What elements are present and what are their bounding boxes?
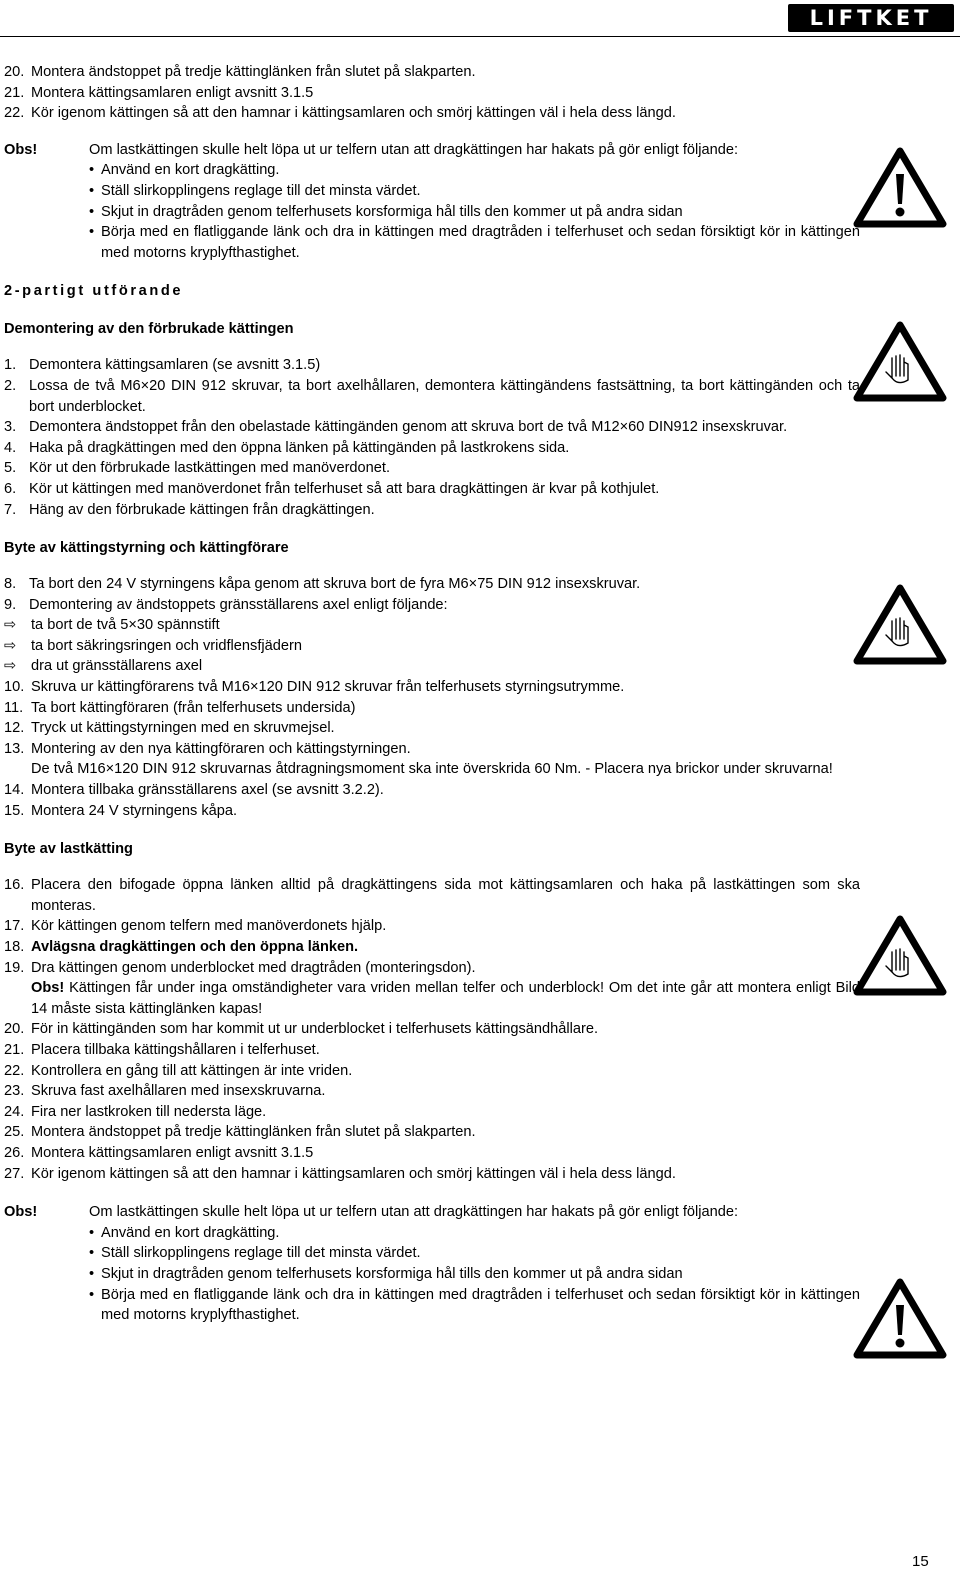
list-item: 10. Skruva ur kättingförarens två M16×120 DIN 912 skruvar från telferhusets styrningsutrymme. <box>4 679 625 696</box>
section-title: 2-partigt utförande <box>4 283 184 300</box>
obs-label: Obs! <box>4 141 38 158</box>
list-item: 11. Ta bort kättingföraren (från telferhusets undersida) <box>4 699 356 716</box>
list-item: 12. Tryck ut kättingstyrningen med en skruvmejsel. <box>4 720 335 737</box>
bullet-item: • Skjut in dragtråden genom telferhusets korsformiga hål tills den kommer ut på andra sidan <box>89 1265 683 1282</box>
subsection-title: Byte av lastkätting <box>4 841 133 858</box>
intro-list <box>4 62 860 124</box>
bullet-item: • Använd en kort dragkätting. <box>89 1224 280 1241</box>
bullet-item: • Börja med en flatliggande länk och dra in kättingen med dragtråden i telferhuset och sedan försiktigt kör in kättingen med motorns kryplyfthastighet. <box>89 1286 860 1324</box>
header-divider <box>0 36 960 37</box>
list-item: 4. Haka på dragkättingen med den öppna länken på kättingänden på lastkrokens sida. <box>4 439 570 456</box>
list-item: 18. Avlägsna dragkättingen och den öppna länken. <box>4 939 359 955</box>
bullet-item: • Ställ slirkopplingens reglage till det minsta värdet. <box>89 1245 421 1262</box>
list-item: 13. Montering av den nya kättingföraren och kättingstyrningen. <box>4 740 411 757</box>
bullet-item: • Skjut in dragtråden genom telferhusets korsformiga hål tills den kommer ut på andra sidan <box>89 203 683 220</box>
bullet-item: • Ställ slirkopplingens reglage till det minsta värdet. <box>89 182 421 199</box>
caution-hand-icon <box>852 914 948 996</box>
guide-steps <box>4 574 860 821</box>
arrow-item: ⇨ dra ut gränsställarens axel <box>4 656 860 677</box>
obs-body: Om lastkättingen skulle helt löpa ut ur telfern utan att dragkättingen har hakats på gör enligt följande: • Använd en kort dragkätting. • Ställ slirkopplingens reglage till det minsta värdet. • Skjut in dragtråden genom telferhusets korsformiga hål tills den kommer ut på andra sidan • Börja med en flatliggande länk och dra in kättingen med dragtråden i telferhuset och sedan försiktigt kör in kättingen med motorns kryplyfthastighet. <box>89 1202 860 1326</box>
obs-note <box>4 1202 860 1326</box>
list-item: 16. Placera den bifogade öppna länken alltid på dragkättingens sida mot kättingsamlaren och haka på lastkättingen som ska monteras. <box>4 877 860 914</box>
list-item: 23. Skruva fast axelhållaren med insexskruvarna. <box>4 1083 326 1100</box>
torque-note: De två M16×120 DIN 912 skruvarnas åtdragningsmoment ska inte överskrida 60 Nm. - Placera nya brickor under skruvarna! <box>31 761 833 778</box>
bullet-item: • Använd en kort dragkätting. <box>89 162 280 179</box>
obs-inline-note: Obs! Kättingen får under inga omständigheter vara vriden mellan telfer och underblock! Om det inte går att montera enligt Bild 14 måste sista kättinglänken kapas! <box>31 980 860 1017</box>
list-item: 20. För in kättingänden som har kommit ut ur underblocket i telferhusets kättingsändhållare. <box>4 1021 599 1038</box>
document-body <box>4 62 860 1326</box>
warning-exclamation-icon <box>852 1277 948 1359</box>
arrow-item: ⇨ ta bort säkringsringen och vridflensfjädern <box>4 636 860 657</box>
double-arrow-icon: ⇨ <box>4 617 17 634</box>
obs-body: Om lastkättingen skulle helt löpa ut ur telfern utan att dragkättingen har hakats på gör enligt följande: • Använd en kort dragkätting. • Ställ slirkopplingens reglage till det minsta värdet. • Skjut in dragtråden genom telferhusets korsformiga hål tills den kommer ut på andra sidan • Börja med en flatliggande länk och dra in kättingen med dragtråden i telferhuset och sedan försiktigt kör in kättingen med motorns kryplyfthastighet. <box>89 140 860 264</box>
list-item: 5. Kör ut den förbrukade lastkättingen med manöverdonet. <box>4 460 391 477</box>
list-item: 21. Placera tillbaka kättingshållaren i telferhuset. <box>4 1041 320 1058</box>
caution-hand-icon <box>852 320 948 402</box>
list-item: 22. Kör igenom kättingen så att den hamnar i kättingsamlaren och smörj kättingen väl i hela dess längd. <box>4 105 676 122</box>
arrow-item: ⇨ ta bort de två 5×30 spännstift <box>4 615 860 636</box>
list-item: 9. Demontering av ändstoppets gränsställarens axel enligt följande: <box>4 596 448 613</box>
list-item: 20. Montera ändstoppet på tredje kättinglänken från slutet på slakparten. <box>4 64 476 80</box>
liftket-logo: LIFTKET <box>788 4 954 32</box>
removal-steps <box>4 355 860 520</box>
obs-label: Obs! <box>4 1204 38 1221</box>
caution-hand-icon <box>852 583 948 665</box>
list-item: 19. Dra kättingen genom underblocket med dragtråden (monteringsdon). <box>4 959 476 976</box>
list-item: 3. Demontera ändstoppet från den obelastade kättingänden genom att skruva bort de två M12×60 DIN912 insexskruvar. <box>4 419 788 436</box>
list-item: 25. Montera ändstoppet på tredje kättinglänken från slutet på slakparten. <box>4 1124 476 1141</box>
list-item: 17. Kör kättingen genom telfern med manöverdonets hjälp. <box>4 918 387 935</box>
list-item: 2. Lossa de två M6×20 DIN 912 skruvar, ta bort axelhållaren, demontera kättingändens fastsättning, ta bort kättingänden och ta bort underblocket. <box>4 377 860 415</box>
warning-exclamation-icon <box>852 146 948 228</box>
subsection-title: Demontering av den förbrukade kättingen <box>4 321 294 338</box>
list-item: 7. Häng av den förbrukade kättingen från dragkättingen. <box>4 501 375 518</box>
list-item: 8. Ta bort den 24 V styrningens kåpa genom att skruva bort de fyra M6×75 DIN 912 insexskruvar. <box>4 576 641 593</box>
obs-note <box>4 140 860 264</box>
bullet-item: • Börja med en flatliggande länk och dra in kättingen med dragtråden i telferhuset och sedan försiktigt kör in kättingen med motorns kryplyfthastighet. <box>89 224 860 261</box>
list-item: 27. Kör igenom kättingen så att den hamnar i kättingsamlaren och smörj kättingen väl i hela dess längd. <box>4 1165 676 1182</box>
page-number: 15 <box>912 1553 929 1570</box>
list-item: 14. Montera tillbaka gränsställarens axel (se avsnitt 3.2.2). <box>4 782 384 799</box>
chain-replacement-steps <box>4 875 860 1184</box>
subsection-title: Byte av kättingstyrning och kättingförare <box>4 540 289 557</box>
list-item: 22. Kontrollera en gång till att kättingen är inte vriden. <box>4 1062 353 1079</box>
list-item: 21. Montera kättingsamlaren enligt avsnitt 3.1.5 <box>4 84 314 101</box>
list-item: 26. Montera kättingsamlaren enligt avsnitt 3.1.5 <box>4 1144 314 1161</box>
double-arrow-icon: ⇨ <box>4 658 17 675</box>
list-item: 1. Demontera kättingsamlaren (se avsnitt 3.1.5) <box>4 357 321 374</box>
list-item: 24. Fira ner lastkroken till nedersta läge. <box>4 1103 267 1120</box>
list-item: 15. Montera 24 V styrningens kåpa. <box>4 802 238 819</box>
list-item: 6. Kör ut kättingen med manöverdonet från telferhuset så att bara dragkättingen är kvar på kothjulet. <box>4 480 660 497</box>
double-arrow-icon: ⇨ <box>4 637 17 654</box>
